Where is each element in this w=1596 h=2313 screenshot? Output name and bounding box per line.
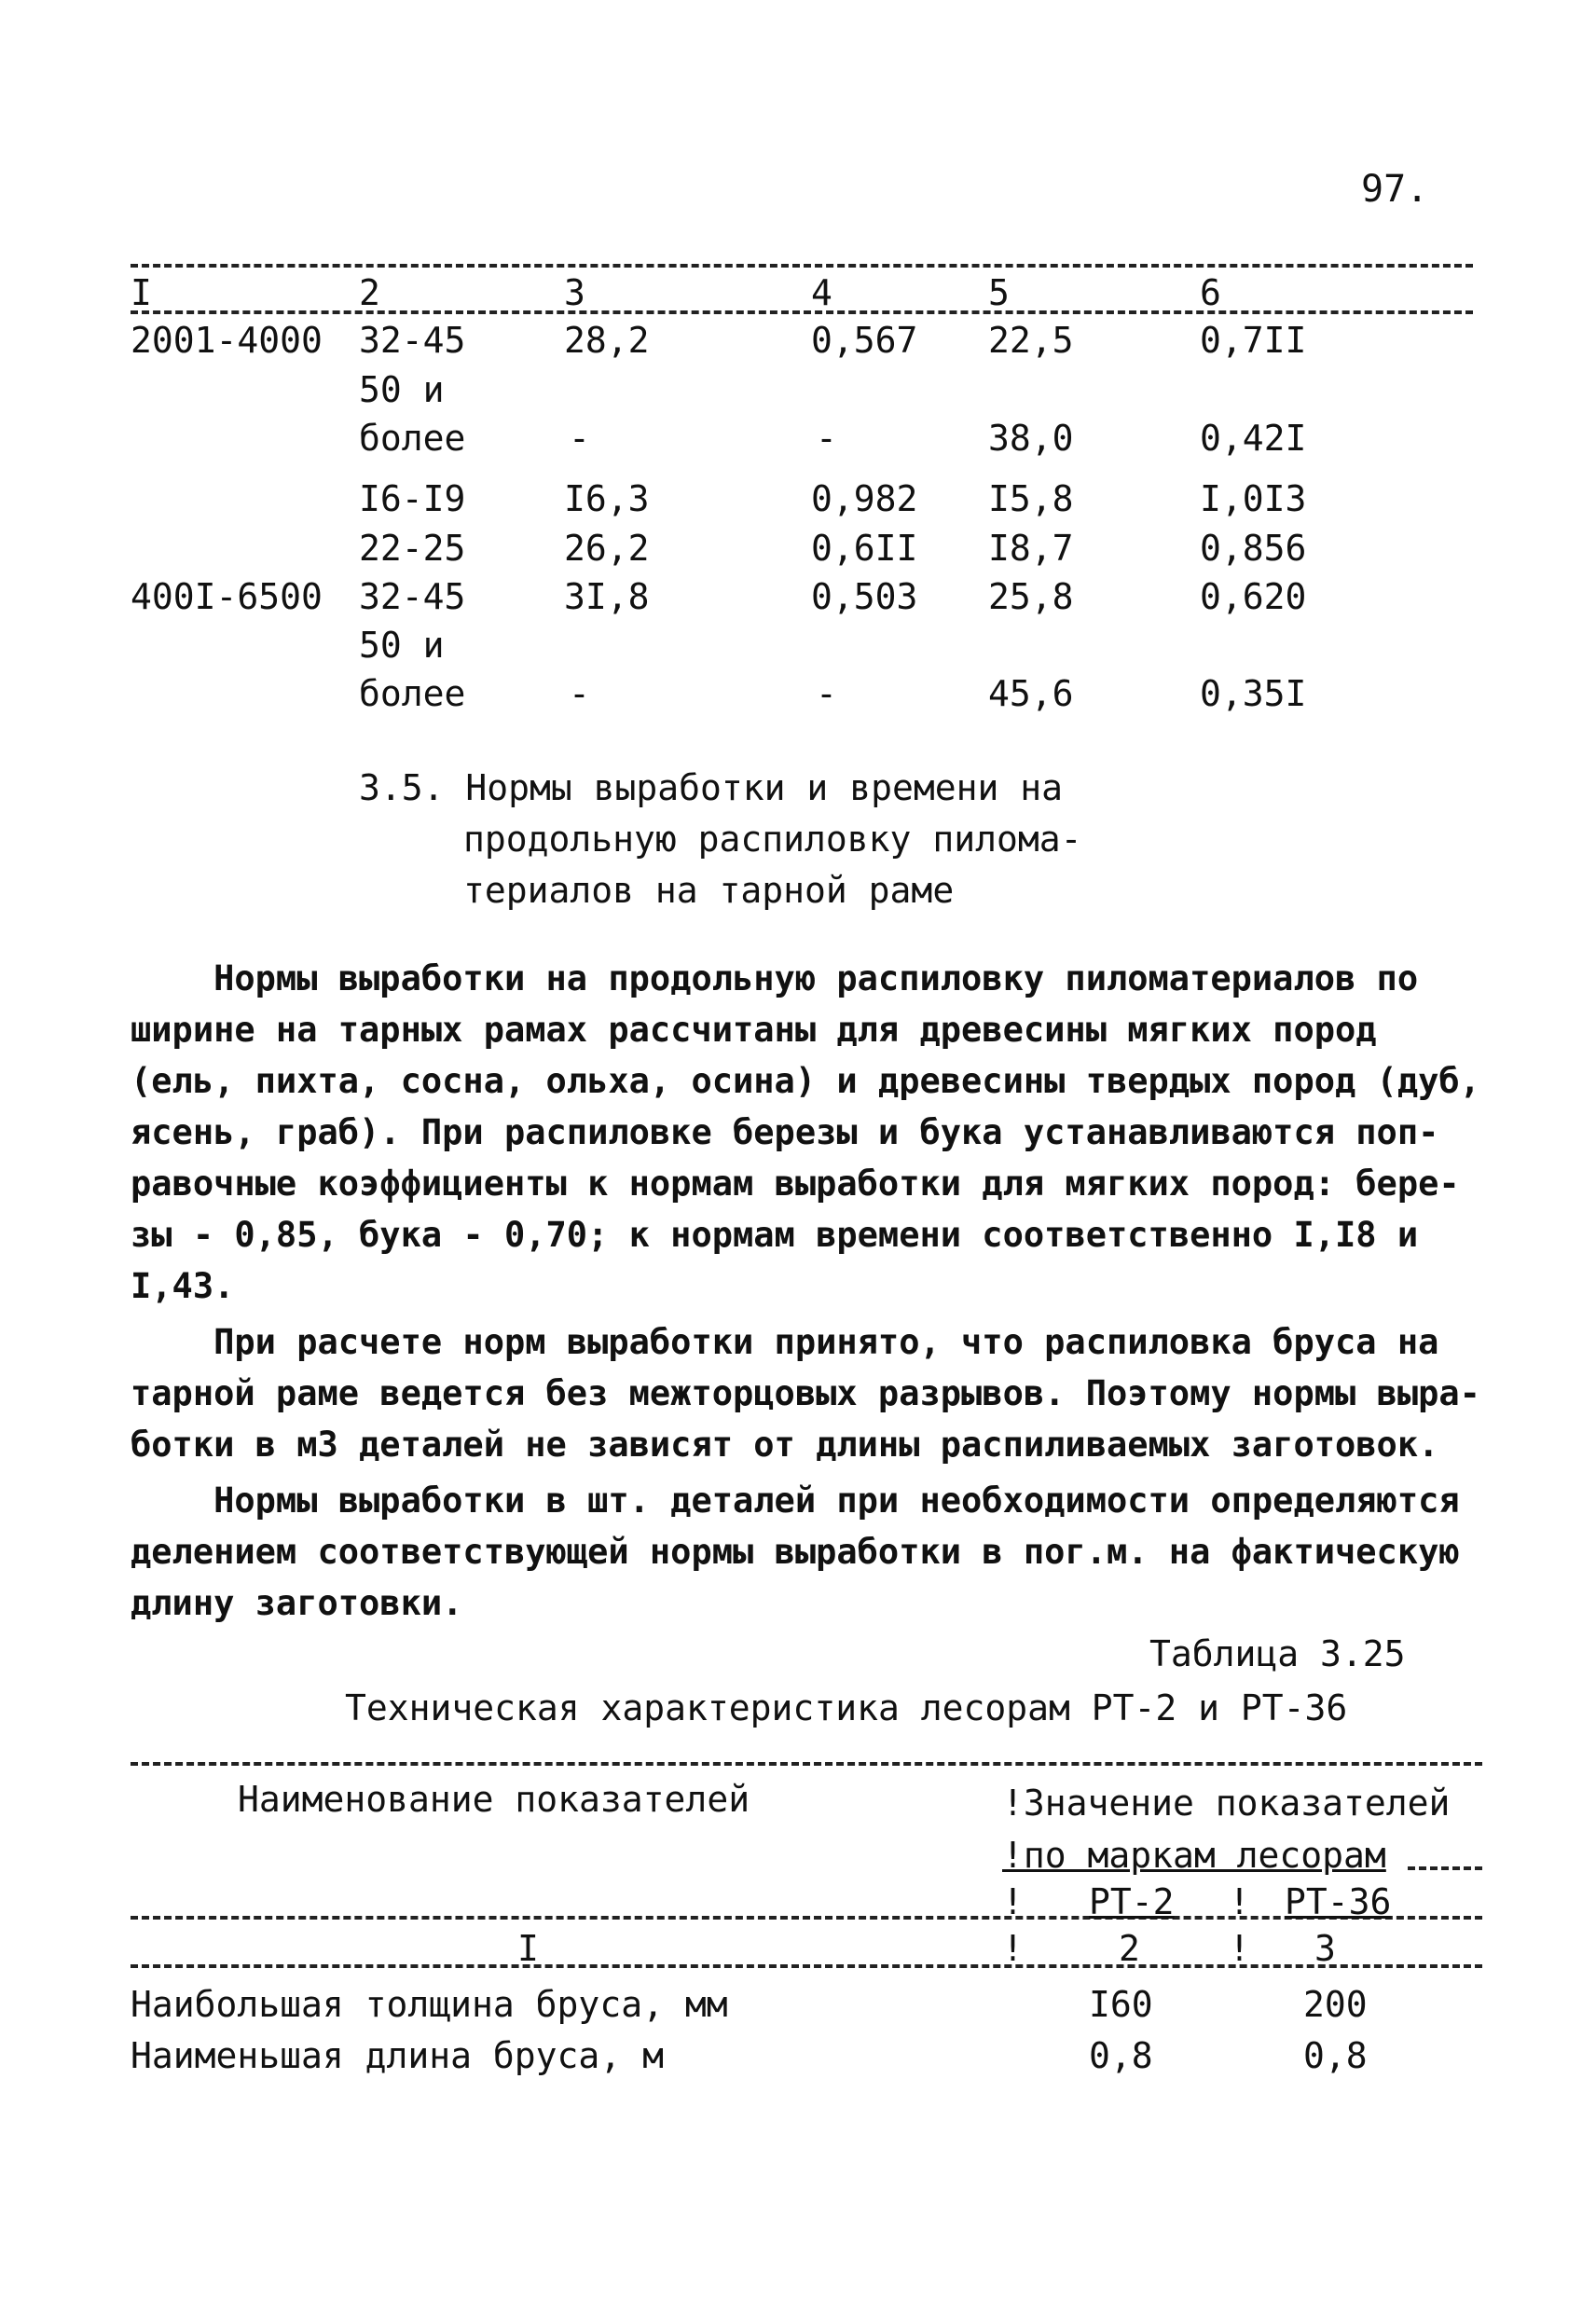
col-number-1: I [517,1928,539,1969]
section-heading-line: териалов на тарной раме [463,870,955,911]
table-cell: 45,6 [988,673,1074,714]
col-header-name: Наименование показателей [238,1779,750,1820]
table-cell: I8,7 [988,528,1074,569]
table-cell: 25,8 [988,576,1074,617]
paragraph-line: ботки в м3 деталей не зависят от длины распиливаемых заготовок. [131,1425,1439,1465]
table-cell: I6-I9 [359,478,466,519]
col-header-values-sub: !по маркам лесорам [1002,1835,1386,1876]
table-label: Таблица 3.25 [1149,1633,1406,1674]
table-cell: 0,982 [811,478,918,519]
table-rule-sub [1408,1866,1482,1870]
table-cell: 2001-4000 [131,320,323,361]
col-separator: ! [1002,1928,1024,1969]
paragraph-line: делением соответствующей нормы выработки в пог.м. на фактическую [131,1532,1460,1572]
table-cell: 26,2 [564,528,650,569]
table-cell: более [359,418,466,459]
col-header-1: I [131,272,152,313]
table-cell: - [816,418,837,459]
section-heading-line: 3.5. Нормы выработки и времени на [359,767,1063,808]
col-separator: ! [1229,1928,1250,1969]
col-header-6: 6 [1200,272,1221,313]
paragraph-line: Нормы выработки в шт. деталей при необходимости определяются [131,1480,1460,1521]
col-number-2: 2 [1119,1928,1140,1969]
table-cell: - [569,673,590,714]
table-rule-top [131,264,1473,268]
table-cell: 3I,8 [564,576,650,617]
table-cell: 0,503 [811,576,918,617]
paragraph-line: (ель, пихта, сосна, ольха, осина) и древесины твердых пород (дуб, [131,1061,1480,1101]
col-header-5: 5 [988,272,1010,313]
table-cell: 50 и [359,625,445,666]
col-number-3: 3 [1314,1928,1336,1969]
table-cell: 0,567 [811,320,918,361]
paragraph-line: длину заготовки. [131,1583,463,1623]
table-cell: 32-45 [359,320,466,361]
paragraph-line: При расчете норм выработки принято, что распиловка бруса на [131,1322,1439,1362]
page-number: 97. [1361,168,1429,211]
table-cell: 32-45 [359,576,466,617]
col-header-rt2: РТ-2 [1089,1881,1175,1922]
table-cell: I6,3 [564,478,650,519]
table-cell: 22,5 [988,320,1074,361]
col-header-values: !Значение показателей [1002,1783,1451,1824]
table-cell: 0,7II [1200,320,1307,361]
col-separator: ! [1002,1881,1024,1922]
table-cell: - [569,418,590,459]
paragraph-line: равочные коэффициенты к нормам выработки для мягких пород: бере- [131,1163,1460,1204]
paragraph-line: I,43. [131,1266,235,1306]
table-title: Техническая характеристика лесорам РТ-2 и РТ-36 [345,1687,1348,1728]
section-heading-line: продольную распиловку пилома- [463,819,1082,860]
table-cell: 400I-6500 [131,576,323,617]
col-header-2: 2 [359,272,380,313]
table-cell: более [359,673,466,714]
table-cell: - [816,673,837,714]
table-row-rt36: 0,8 [1303,2035,1368,2076]
table-cell: 22-25 [359,528,466,569]
paragraph-line: ширине на тарных рамах рассчитаны для древесины мягких пород [131,1010,1377,1050]
paragraph-line: тарной раме ведется без межторцовых разрывов. Поэтому нормы выра- [131,1373,1480,1413]
table-rule-header [131,310,1473,314]
table-cell: 38,0 [988,418,1074,459]
table-row-name: Наибольшая толщина бруса, мм [131,1984,728,2025]
table-row-rt36: 200 [1303,1984,1368,2025]
table-row-rt2: I60 [1089,1984,1153,2025]
table-cell: I,0I3 [1200,478,1307,519]
table-cell: 0,620 [1200,576,1307,617]
table-rule-numbers [131,1964,1482,1968]
table-row-name: Наименьшая длина бруса, м [131,2035,664,2076]
table-cell: 0,856 [1200,528,1307,569]
table-row-rt2: 0,8 [1089,2035,1153,2076]
table-cell: 0,6II [811,528,918,569]
paragraph-line: Нормы выработки на продольную распиловку пиломатериалов по [131,958,1419,998]
table-rule-top [131,1762,1482,1766]
table-cell: 50 и [359,369,445,410]
col-header-3: 3 [564,272,585,313]
table-cell: 0,35I [1200,673,1307,714]
col-header-4: 4 [811,272,832,313]
table-cell: 28,2 [564,320,650,361]
table-rule-mid [131,1916,1482,1920]
col-separator: ! [1229,1881,1250,1922]
paragraph-line: ясень, граб). При распиловке березы и бука устанавливаются поп- [131,1112,1439,1152]
col-header-rt36: РТ-36 [1285,1881,1392,1922]
table-cell: I5,8 [988,478,1074,519]
paragraph-line: зы - 0,85, бука - 0,70; к нормам времени соответственно I,I8 и [131,1215,1419,1255]
table-cell: 0,42I [1200,418,1307,459]
